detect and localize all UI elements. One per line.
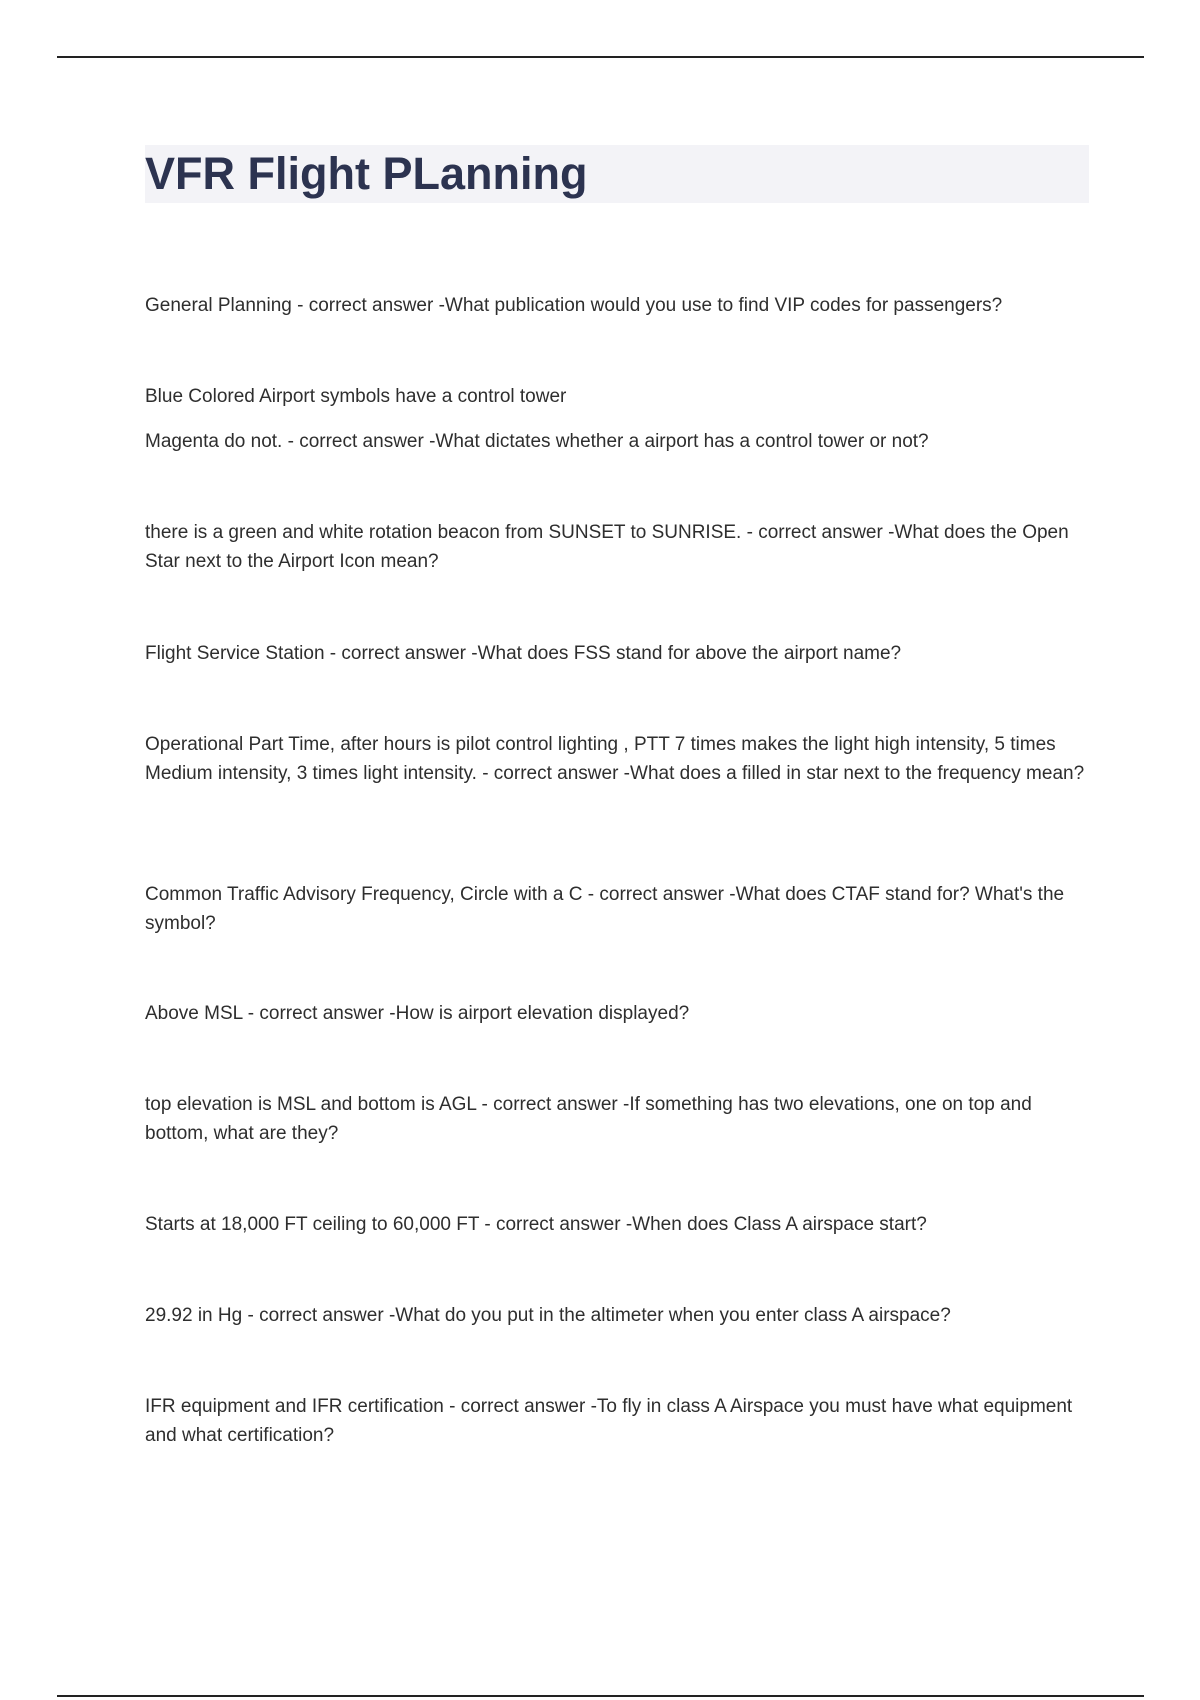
qa-item: General Planning - correct answer -What publication would you use to find VIP codes for passengers? (145, 295, 1003, 316)
qa-item: Flight Service Station - correct answer -What does FSS stand for above the airport name? (145, 643, 902, 664)
qa-item: Common Traffic Advisory Frequency, Circle with a C - correct answer -What does CTAF stand for? What's the symbol? (145, 884, 1065, 934)
qa-item: Blue Colored Airport symbols have a control tower (145, 386, 567, 407)
qa-item: top elevation is MSL and bottom is AGL - correct answer -If something has two elevations, one on top and bottom, what are they? (145, 1094, 1032, 1144)
qa-item: Operational Part Time, after hours is pilot control lighting , PTT 7 times makes the light high intensity, 5 times Medium intensity, 3 times light intensity. - correct answer -What does a filled in star next to the frequency mean? (145, 734, 1085, 784)
qa-item: Magenta do not. - correct answer -What dictates whether a airport has a control tower or not? (145, 431, 929, 452)
qa-item: Starts at 18,000 FT ceiling to 60,000 FT - correct answer -When does Class A airspace start? (145, 1214, 927, 1235)
bottom-divider (57, 1695, 1144, 1697)
qa-item: 29.92 in Hg - correct answer -What do you put in the altimeter when you enter class A airspace? (145, 1305, 951, 1326)
qa-item: IFR equipment and IFR certification - correct answer -To fly in class A Airspace you must have what equipment and what certification? (145, 1396, 1073, 1446)
qa-item: there is a green and white rotation beacon from SUNSET to SUNRISE. - correct answer -What does the Open Star next to the Airport Icon mean? (145, 522, 1069, 572)
qa-item: Above MSL - correct answer -How is airport elevation displayed? (145, 1003, 690, 1024)
top-divider (57, 56, 1144, 58)
page-title: VFR Flight PLanning (145, 148, 588, 199)
